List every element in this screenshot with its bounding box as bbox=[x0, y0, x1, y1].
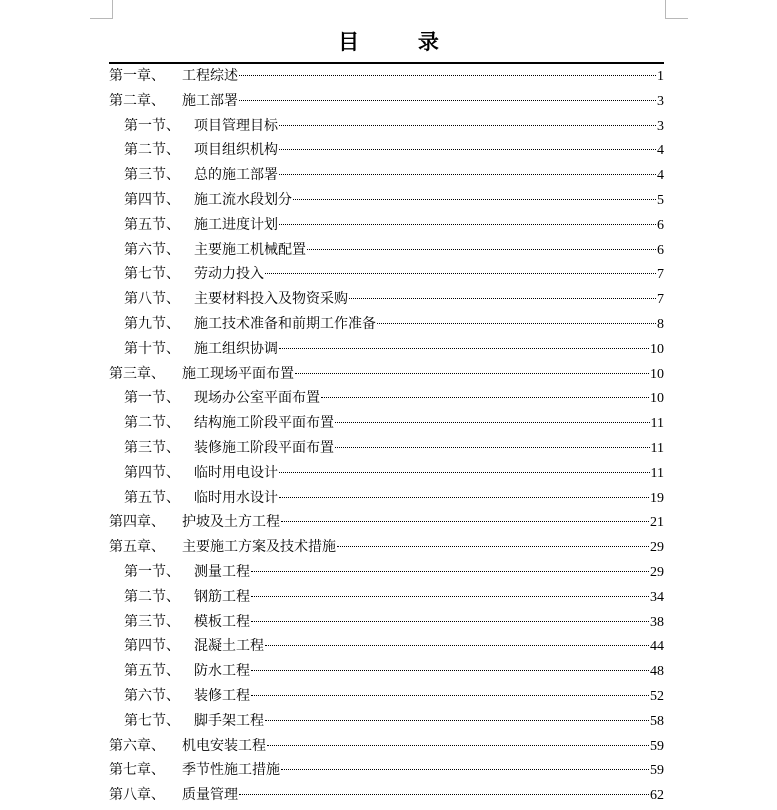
toc-entry[interactable] bbox=[109, 709, 664, 734]
toc-dot-leader bbox=[349, 298, 656, 299]
toc-entry-title: 施工现场平面布置 bbox=[182, 365, 294, 382]
toc-entry[interactable] bbox=[109, 337, 664, 362]
toc-entry[interactable] bbox=[109, 535, 664, 560]
toc-entry-number: 第一章、 bbox=[109, 68, 165, 84]
toc-entry-page-number: 10 bbox=[650, 391, 664, 407]
toc-dot-leader bbox=[293, 199, 656, 200]
toc-entry-number: 第一节、 bbox=[124, 390, 180, 407]
toc-entry-page-number: 59 bbox=[650, 763, 664, 779]
toc-entry[interactable] bbox=[109, 783, 664, 808]
toc-entry-page-number: 59 bbox=[650, 738, 664, 754]
toc-entry[interactable] bbox=[109, 386, 664, 411]
toc-entry[interactable] bbox=[109, 510, 664, 535]
toc-entry-page-number: 58 bbox=[650, 713, 664, 729]
toc-entry-title: 临时用水设计 bbox=[194, 489, 278, 506]
toc-entry-page-number: 1 bbox=[657, 69, 664, 84]
toc-entry-title: 防水工程 bbox=[194, 663, 250, 680]
toc-entry-number: 第三章、 bbox=[109, 365, 165, 382]
toc-entry-title: 模板工程 bbox=[194, 613, 250, 630]
toc-entry[interactable] bbox=[109, 89, 664, 114]
toc-dot-leader bbox=[321, 397, 649, 398]
toc-entry-page-number: 10 bbox=[650, 341, 664, 357]
toc-entry[interactable] bbox=[109, 411, 664, 436]
toc-dot-leader bbox=[239, 75, 656, 76]
toc-entry-number: 第三节、 bbox=[124, 167, 180, 184]
toc-entry-number: 第八章、 bbox=[109, 787, 165, 804]
toc-entry-number: 第五节、 bbox=[124, 216, 180, 233]
toc-dot-leader bbox=[265, 720, 649, 721]
toc-entry-page-number: 48 bbox=[650, 664, 664, 680]
toc-entry-title: 质量管理 bbox=[182, 787, 238, 804]
toc-entry-title: 机电安装工程 bbox=[182, 737, 266, 754]
toc-dot-leader bbox=[281, 769, 649, 770]
toc-dot-leader bbox=[251, 670, 649, 671]
toc-entry-title: 现场办公室平面布置 bbox=[194, 390, 320, 407]
toc-entry-page-number: 52 bbox=[650, 688, 664, 704]
toc-entry-number: 第五节、 bbox=[124, 489, 180, 506]
toc-entry-page-number: 4 bbox=[657, 168, 664, 184]
toc-entry-title: 施工流水段划分 bbox=[194, 191, 292, 208]
toc-dot-leader bbox=[279, 224, 656, 225]
toc-entry-number: 第四节、 bbox=[124, 464, 180, 481]
toc-entry-number: 第二章、 bbox=[109, 92, 165, 109]
toc-entry-title: 主要材料投入及物资采购 bbox=[194, 291, 348, 308]
toc-entry-title: 施工进度计划 bbox=[194, 216, 278, 233]
toc-entry[interactable] bbox=[109, 461, 664, 486]
toc-entry-title: 装修工程 bbox=[194, 687, 250, 704]
toc-entry-page-number: 8 bbox=[657, 316, 664, 332]
toc-entry-page-number: 3 bbox=[657, 118, 664, 134]
toc-dot-leader bbox=[279, 125, 656, 126]
toc-entry-title: 劳动力投入 bbox=[194, 266, 264, 283]
toc-entry-number: 第二节、 bbox=[124, 142, 180, 159]
toc-dot-leader bbox=[335, 447, 650, 448]
toc-dot-leader bbox=[337, 546, 649, 547]
toc-dot-leader bbox=[239, 100, 656, 101]
toc-title: 目 录 bbox=[338, 29, 458, 54]
toc-dot-leader bbox=[239, 794, 649, 795]
toc-dot-leader bbox=[279, 348, 649, 349]
toc-entry-title: 项目管理目标 bbox=[194, 117, 278, 134]
toc-entry[interactable] bbox=[109, 262, 664, 287]
crop-mark-top-right bbox=[665, 0, 688, 19]
toc-entry-number: 第五章、 bbox=[109, 539, 165, 556]
toc-entry-number: 第九节、 bbox=[124, 315, 180, 332]
toc-entry[interactable] bbox=[109, 634, 664, 659]
toc-entry-page-number: 7 bbox=[657, 267, 664, 283]
toc-entry-title: 主要施工方案及技术措施 bbox=[182, 539, 336, 556]
toc-entry-page-number: 11 bbox=[650, 440, 664, 456]
toc-entry-number: 第一节、 bbox=[124, 117, 180, 134]
toc-entry-number: 第四节、 bbox=[124, 191, 180, 208]
toc-entry-page-number: 29 bbox=[650, 540, 664, 556]
toc-entry-number: 第五节、 bbox=[124, 663, 180, 680]
toc-entry-page-number: 4 bbox=[657, 143, 664, 159]
toc-dot-leader bbox=[265, 273, 656, 274]
toc-entry-page-number: 7 bbox=[657, 292, 664, 308]
toc-entry-number: 第三节、 bbox=[124, 613, 180, 630]
toc-entry-title: 结构施工阶段平面布置 bbox=[194, 415, 334, 432]
toc-entry-title: 装修施工阶段平面布置 bbox=[194, 439, 334, 456]
toc-dot-leader bbox=[265, 645, 649, 646]
toc-dot-leader bbox=[279, 472, 650, 473]
toc-entry-title: 临时用电设计 bbox=[194, 464, 278, 481]
toc-entry-title: 施工部署 bbox=[182, 92, 238, 109]
toc-entry-page-number: 11 bbox=[650, 465, 664, 481]
toc-entry-number: 第七节、 bbox=[124, 712, 180, 729]
toc-entry-page-number: 62 bbox=[650, 788, 664, 804]
toc-entry-page-number: 38 bbox=[650, 614, 664, 630]
toc-entry-title: 施工组织协调 bbox=[194, 340, 278, 357]
toc-entry[interactable] bbox=[109, 486, 664, 511]
toc-entry[interactable] bbox=[109, 312, 664, 337]
toc-dot-leader bbox=[251, 596, 649, 597]
toc-entry-number: 第二节、 bbox=[124, 415, 180, 432]
toc-entry-page-number: 19 bbox=[650, 490, 664, 506]
toc-entry[interactable] bbox=[109, 610, 664, 635]
toc-entry-title: 混凝土工程 bbox=[194, 638, 264, 655]
toc-entry[interactable] bbox=[109, 138, 664, 163]
toc-entry-title: 主要施工机械配置 bbox=[194, 241, 306, 258]
toc-dot-leader bbox=[279, 174, 656, 175]
toc-entry-title: 测量工程 bbox=[194, 563, 250, 580]
toc-entry-number: 第一节、 bbox=[124, 563, 180, 580]
toc-entry-title: 总的施工部署 bbox=[194, 167, 278, 184]
toc-entry-number: 第六节、 bbox=[124, 241, 180, 258]
toc-dot-leader bbox=[307, 249, 656, 250]
toc-entry[interactable] bbox=[109, 362, 664, 387]
table-of-contents bbox=[109, 64, 664, 808]
toc-entry[interactable] bbox=[109, 758, 664, 783]
toc-entry[interactable] bbox=[109, 684, 664, 709]
toc-entry-page-number: 29 bbox=[650, 564, 664, 580]
toc-entry-title: 护坡及土方工程 bbox=[182, 514, 280, 531]
toc-entry[interactable] bbox=[109, 585, 664, 610]
toc-entry-title: 钢筋工程 bbox=[194, 588, 250, 605]
toc-dot-leader bbox=[251, 621, 649, 622]
toc-entry-number: 第二节、 bbox=[124, 588, 180, 605]
toc-entry-title: 脚手架工程 bbox=[194, 712, 264, 729]
toc-entry[interactable] bbox=[109, 188, 664, 213]
toc-entry[interactable] bbox=[109, 287, 664, 312]
toc-dot-leader bbox=[279, 497, 649, 498]
toc-dot-leader bbox=[251, 695, 649, 696]
toc-entry-page-number: 44 bbox=[650, 639, 664, 655]
toc-dot-leader bbox=[251, 571, 649, 572]
toc-entry[interactable] bbox=[109, 114, 664, 139]
toc-entry[interactable] bbox=[109, 734, 664, 759]
toc-entry-page-number: 5 bbox=[657, 192, 664, 208]
toc-entry[interactable] bbox=[109, 64, 664, 89]
toc-entry-page-number: 6 bbox=[657, 242, 664, 258]
toc-entry-number: 第七章、 bbox=[109, 762, 165, 779]
toc-entry[interactable] bbox=[109, 213, 664, 238]
toc-entry-number: 第六章、 bbox=[109, 737, 165, 754]
toc-entry-page-number: 11 bbox=[650, 416, 664, 432]
toc-dot-leader bbox=[377, 323, 656, 324]
toc-entry-title: 施工技术准备和前期工作准备 bbox=[194, 315, 376, 332]
toc-entry-page-number: 34 bbox=[650, 589, 664, 605]
toc-entry-page-number: 21 bbox=[650, 515, 664, 531]
toc-entry-page-number: 6 bbox=[657, 217, 664, 233]
toc-entry-number: 第十节、 bbox=[124, 340, 180, 357]
toc-entry[interactable] bbox=[109, 436, 664, 461]
toc-entry-number: 第七节、 bbox=[124, 266, 180, 283]
toc-entry-number: 第三节、 bbox=[124, 439, 180, 456]
toc-entry-number: 第六节、 bbox=[124, 687, 180, 704]
toc-entry-number: 第四节、 bbox=[124, 638, 180, 655]
toc-entry-title: 工程综述 bbox=[182, 68, 238, 84]
toc-entry[interactable] bbox=[109, 659, 664, 684]
toc-entry-number: 第八节、 bbox=[124, 291, 180, 308]
crop-mark-top-left bbox=[90, 0, 113, 19]
toc-entry-page-number: 3 bbox=[657, 93, 664, 109]
toc-dot-leader bbox=[295, 373, 649, 374]
toc-entry-page-number: 10 bbox=[650, 366, 664, 382]
toc-entry-title: 季节性施工措施 bbox=[182, 762, 280, 779]
toc-dot-leader bbox=[267, 745, 649, 746]
toc-entry[interactable] bbox=[109, 560, 664, 585]
toc-dot-leader bbox=[335, 422, 650, 423]
toc-entry[interactable] bbox=[109, 163, 664, 188]
toc-dot-leader bbox=[281, 521, 649, 522]
toc-entry[interactable] bbox=[109, 238, 664, 263]
toc-entry-number: 第四章、 bbox=[109, 514, 165, 531]
toc-dot-leader bbox=[279, 149, 656, 150]
toc-entry-title: 项目组织机构 bbox=[194, 142, 278, 159]
